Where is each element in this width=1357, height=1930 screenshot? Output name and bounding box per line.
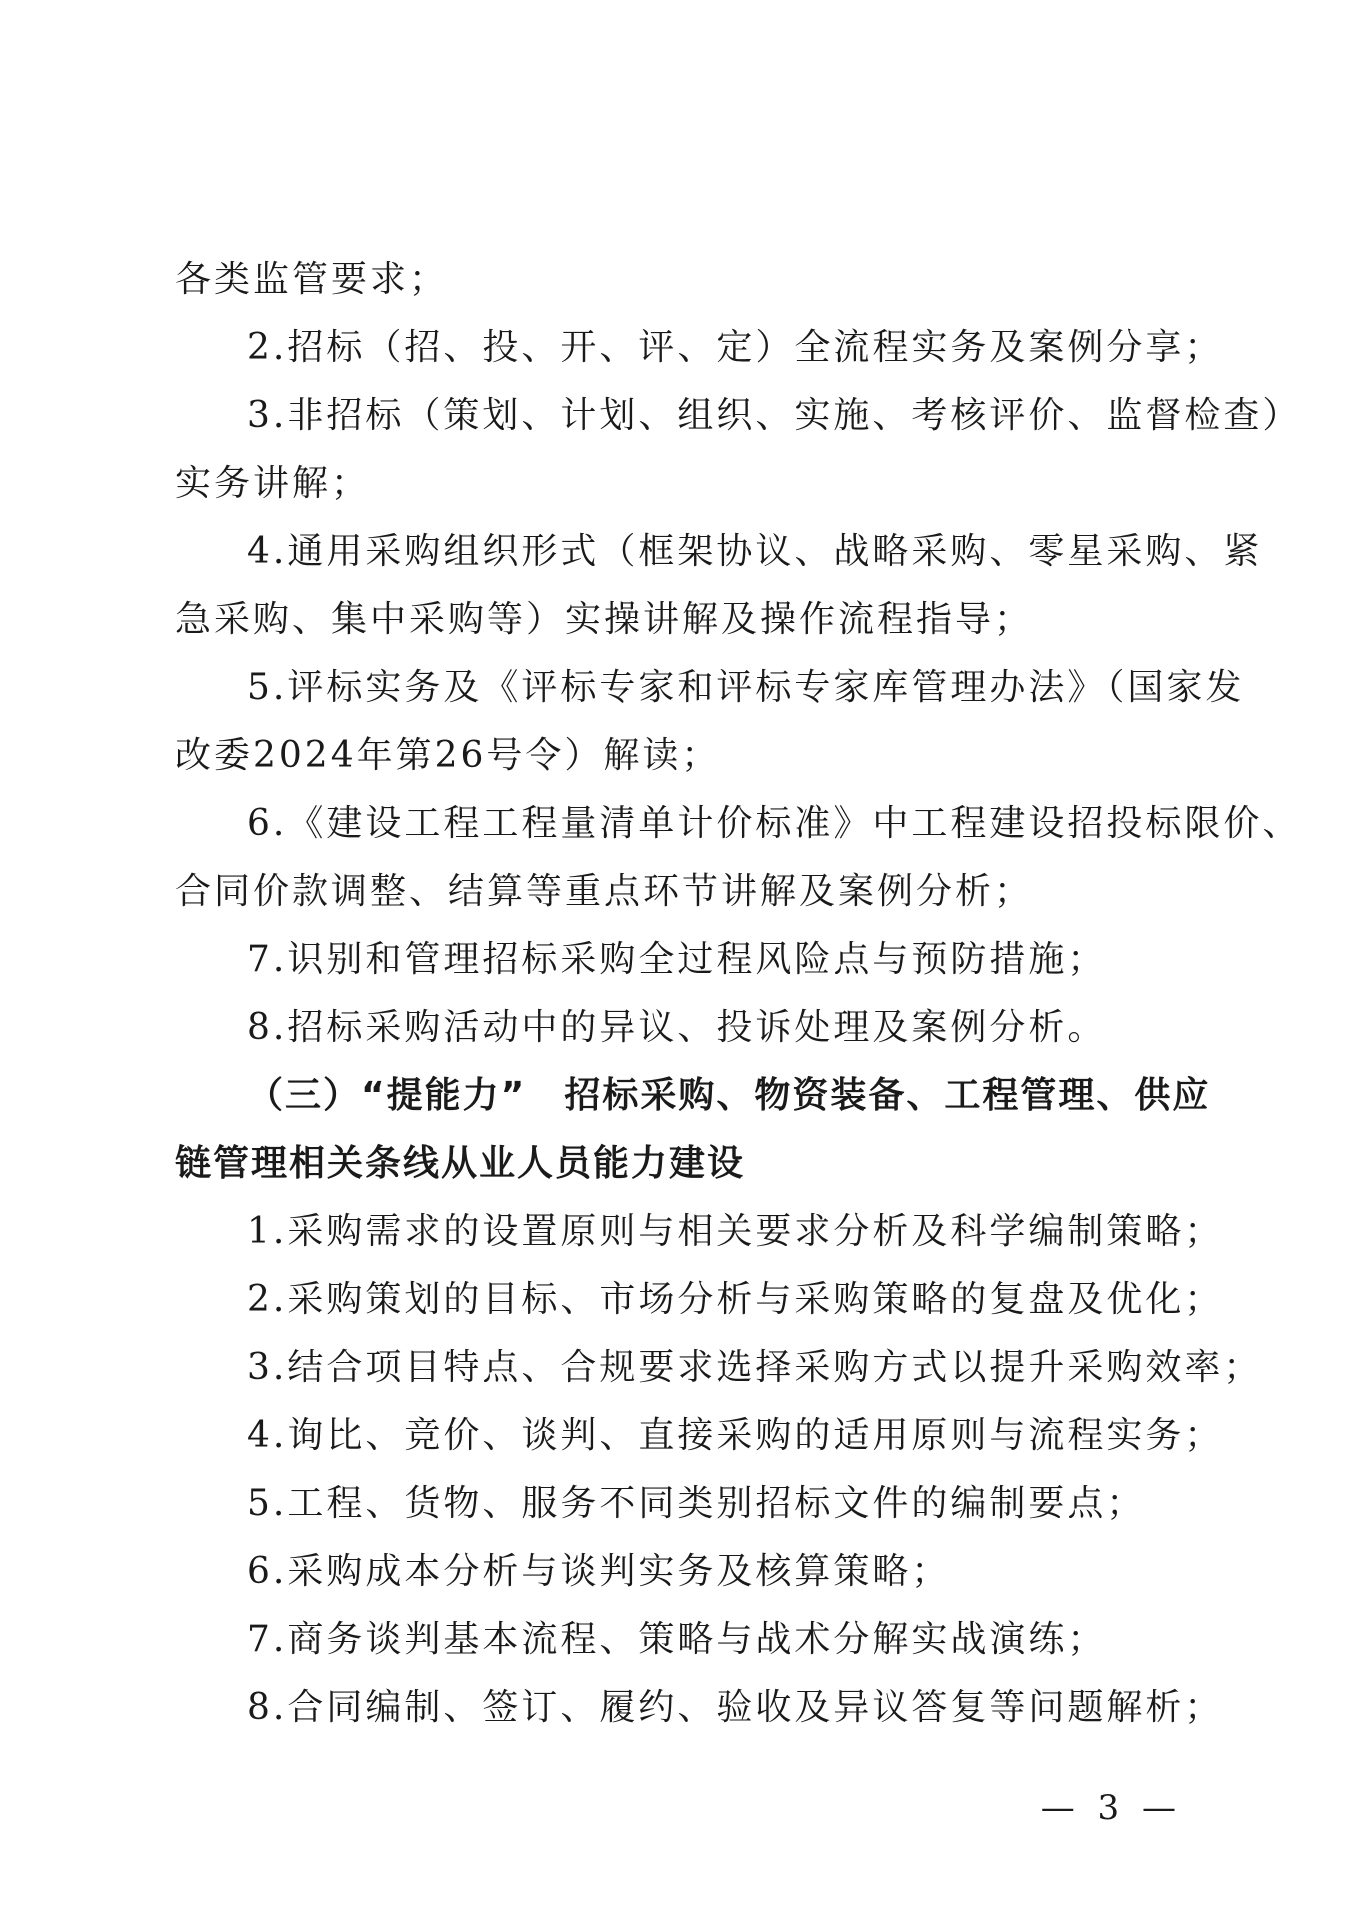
text-line: 7.识别和管理招标采购全过程风险点与预防措施； (247, 939, 1107, 980)
text-line: 2.招标（招、投、开、评、定）全流程实务及案例分享； (247, 327, 1224, 368)
text-line: 改委2024年第26号令）解读； (175, 735, 721, 776)
text-line: 3.结合项目特点、合规要求选择采购方式以提升采购效率； (247, 1347, 1263, 1388)
text-line: 合同价款调整、结算等重点环节讲解及案例分析； (175, 871, 1034, 912)
text-line: 6.采购成本分析与谈判实务及核算策略； (247, 1551, 951, 1592)
text-line: 8.招标采购活动中的异议、投诉处理及案例分析。 (247, 1007, 1107, 1048)
text-line: 5.评标实务及《评标专家和评标专家库管理办法》（国家发 (247, 667, 1245, 708)
text-line: 4.通用采购组织形式（框架协议、战略采购、零星采购、紧 (247, 531, 1263, 572)
text-line: 3.非招标（策划、计划、组织、实施、考核评价、监督检查） (247, 395, 1302, 436)
page-number: — 3 — (1040, 1788, 1182, 1828)
text-line: 6.《建设工程工程量清单计价标准》中工程建设招投标限价、 (247, 803, 1302, 844)
text-line: 实务讲解； (175, 463, 371, 504)
text-line: 4.询比、竞价、谈判、直接采购的适用原则与流程实务； (247, 1415, 1224, 1456)
text-line: 各类监管要求； (175, 259, 449, 300)
section-heading-line: 链管理相关条线从业人员能力建设 (175, 1143, 746, 1184)
text-line: 1.采购需求的设置原则与相关要求分析及科学编制策略； (247, 1211, 1224, 1252)
text-line: 2.采购策划的目标、市场分析与采购策略的复盘及优化； (247, 1279, 1224, 1320)
text-line: 8.合同编制、签订、履约、验收及异议答复等问题解析； (247, 1687, 1224, 1728)
section-heading-line: （三）“提能力” 招标采购、物资装备、工程管理、供应 (247, 1075, 1211, 1116)
text-line: 7.商务谈判基本流程、策略与战术分解实战演练； (247, 1619, 1107, 1660)
text-line: 5.工程、货物、服务不同类别招标文件的编制要点； (247, 1483, 1146, 1524)
text-line: 急采购、集中采购等）实操讲解及操作流程指导； (175, 599, 1034, 640)
